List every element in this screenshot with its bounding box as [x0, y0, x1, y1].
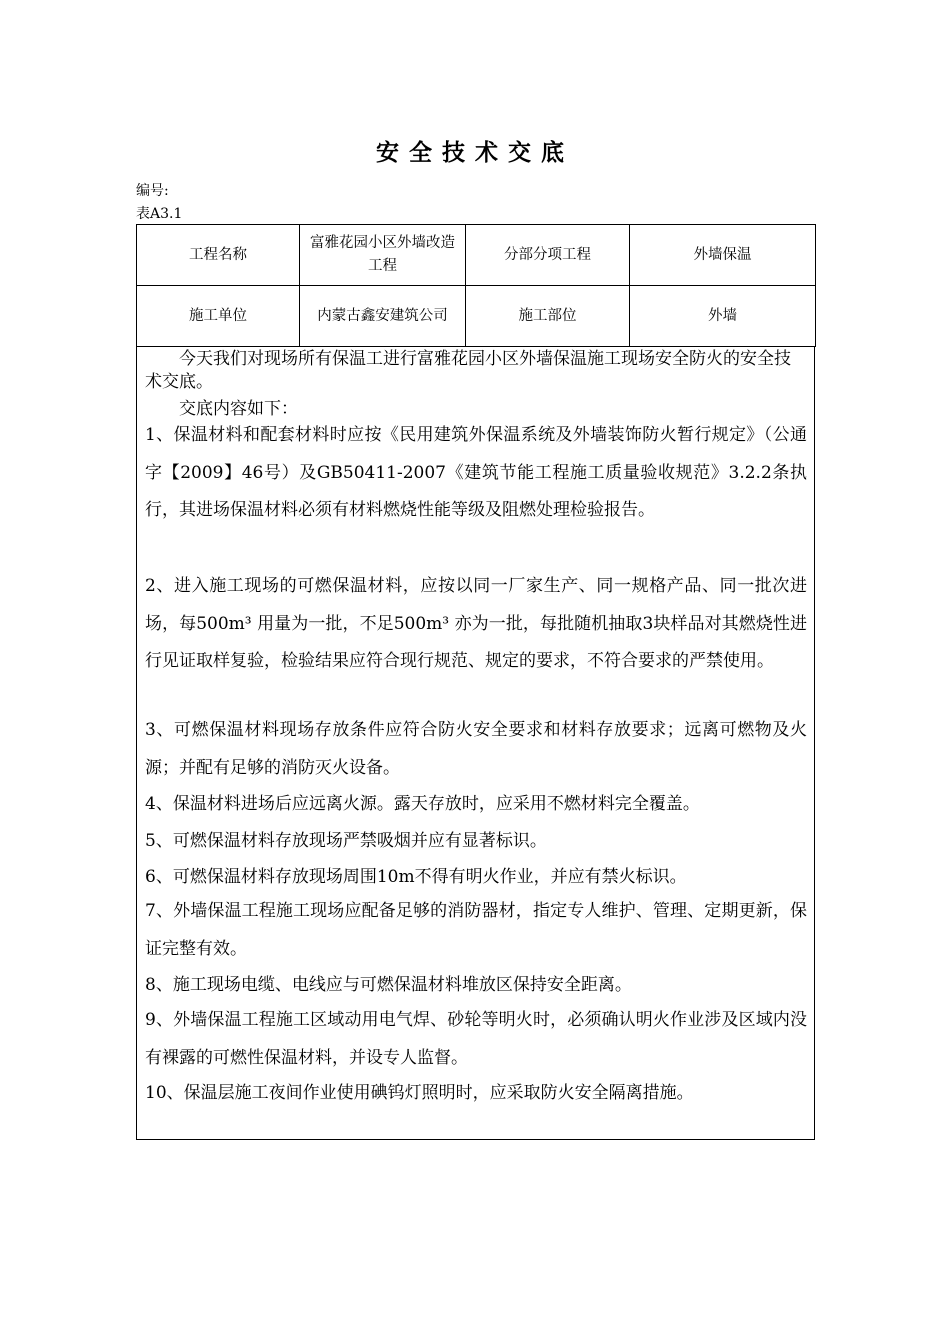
project-name-value: 富雅花园小区外墙改造工程 — [300, 225, 466, 286]
intro-paragraph: 今天我们对现场所有保温工进行富雅花园小区外墙保温施工现场安全防火的安全技术交底。 — [145, 349, 791, 392]
table-row — [137, 225, 816, 286]
list-item: 9、外墙保温工程施工区域动用电气焊、砂轮等明火时，必须确认明火作业涉及区域内没有裸露的可燃性保温材料，并设专人监督。 — [145, 1010, 807, 1068]
briefing-content-box — [136, 346, 815, 1140]
subproject-label: 分部分项工程 — [466, 225, 630, 286]
list-item: 10、保温层施工夜间作业使用碘钨灯照明时，应采取防火安全隔离措施。 — [145, 1083, 694, 1103]
list-item: 7、外墙保温工程施工现场应配备足够的消防器材，指定专人维护、管理、定期更新，保证完整有效。 — [145, 901, 807, 959]
location-value: 外墙 — [630, 286, 816, 347]
list-item: 5、可燃保温材料存放现场严禁吸烟并应有显著标识。 — [145, 831, 547, 851]
list-item: 4、保温材料进场后应远离火源。露天存放时，应采用不燃材料完全覆盖。 — [145, 794, 700, 814]
contractor-label: 施工单位 — [137, 286, 300, 347]
project-info-table — [136, 224, 816, 347]
contractor-value: 内蒙古鑫安建筑公司 — [300, 286, 466, 347]
serial-number-label: 编号: — [136, 183, 169, 199]
list-item: 2、进入施工现场的可燃保温材料，应按以同一厂家生产、同一规格产品、同一批次进场，每500m³ 用量为一批，不足500m³ 亦为一批，每批随机抽取3块样品对其燃烧性进行见证取样复验，检验结果应符合现行规范、规定的要求，不符合要求的严禁使用。 — [145, 576, 807, 671]
subproject-value: 外墙保温 — [630, 225, 816, 286]
list-item: 3、可燃保温材料现场存放条件应符合防火安全要求和材料存放要求；远离可燃物及火源；并配有足够的消防灭火设备。 — [145, 720, 807, 778]
lead-paragraph: 交底内容如下： — [179, 399, 298, 419]
form-code: 表A3.1 — [136, 206, 183, 222]
list-item: 6、可燃保温材料存放现场周围10m不得有明火作业，并应有禁火标识。 — [145, 867, 687, 887]
list-item: 1、保温材料和配套材料时应按《民用建筑外保温系统及外墙装饰防火暂行规定》（公通字【2009】46号）及GB50411-2007《建筑节能工程施工质量验收规范》3.2.2条执行，其进场保温材料必须有材料燃烧性能等级及阻燃处理检验报告。 — [145, 425, 807, 520]
project-name-label: 工程名称 — [137, 225, 300, 286]
list-item: 8、施工现场电缆、电线应与可燃保温材料堆放区保持安全距离。 — [145, 975, 632, 995]
location-label: 施工部位 — [466, 286, 630, 347]
document-title: 安全技术交底 — [376, 139, 574, 166]
table-row — [137, 286, 816, 347]
